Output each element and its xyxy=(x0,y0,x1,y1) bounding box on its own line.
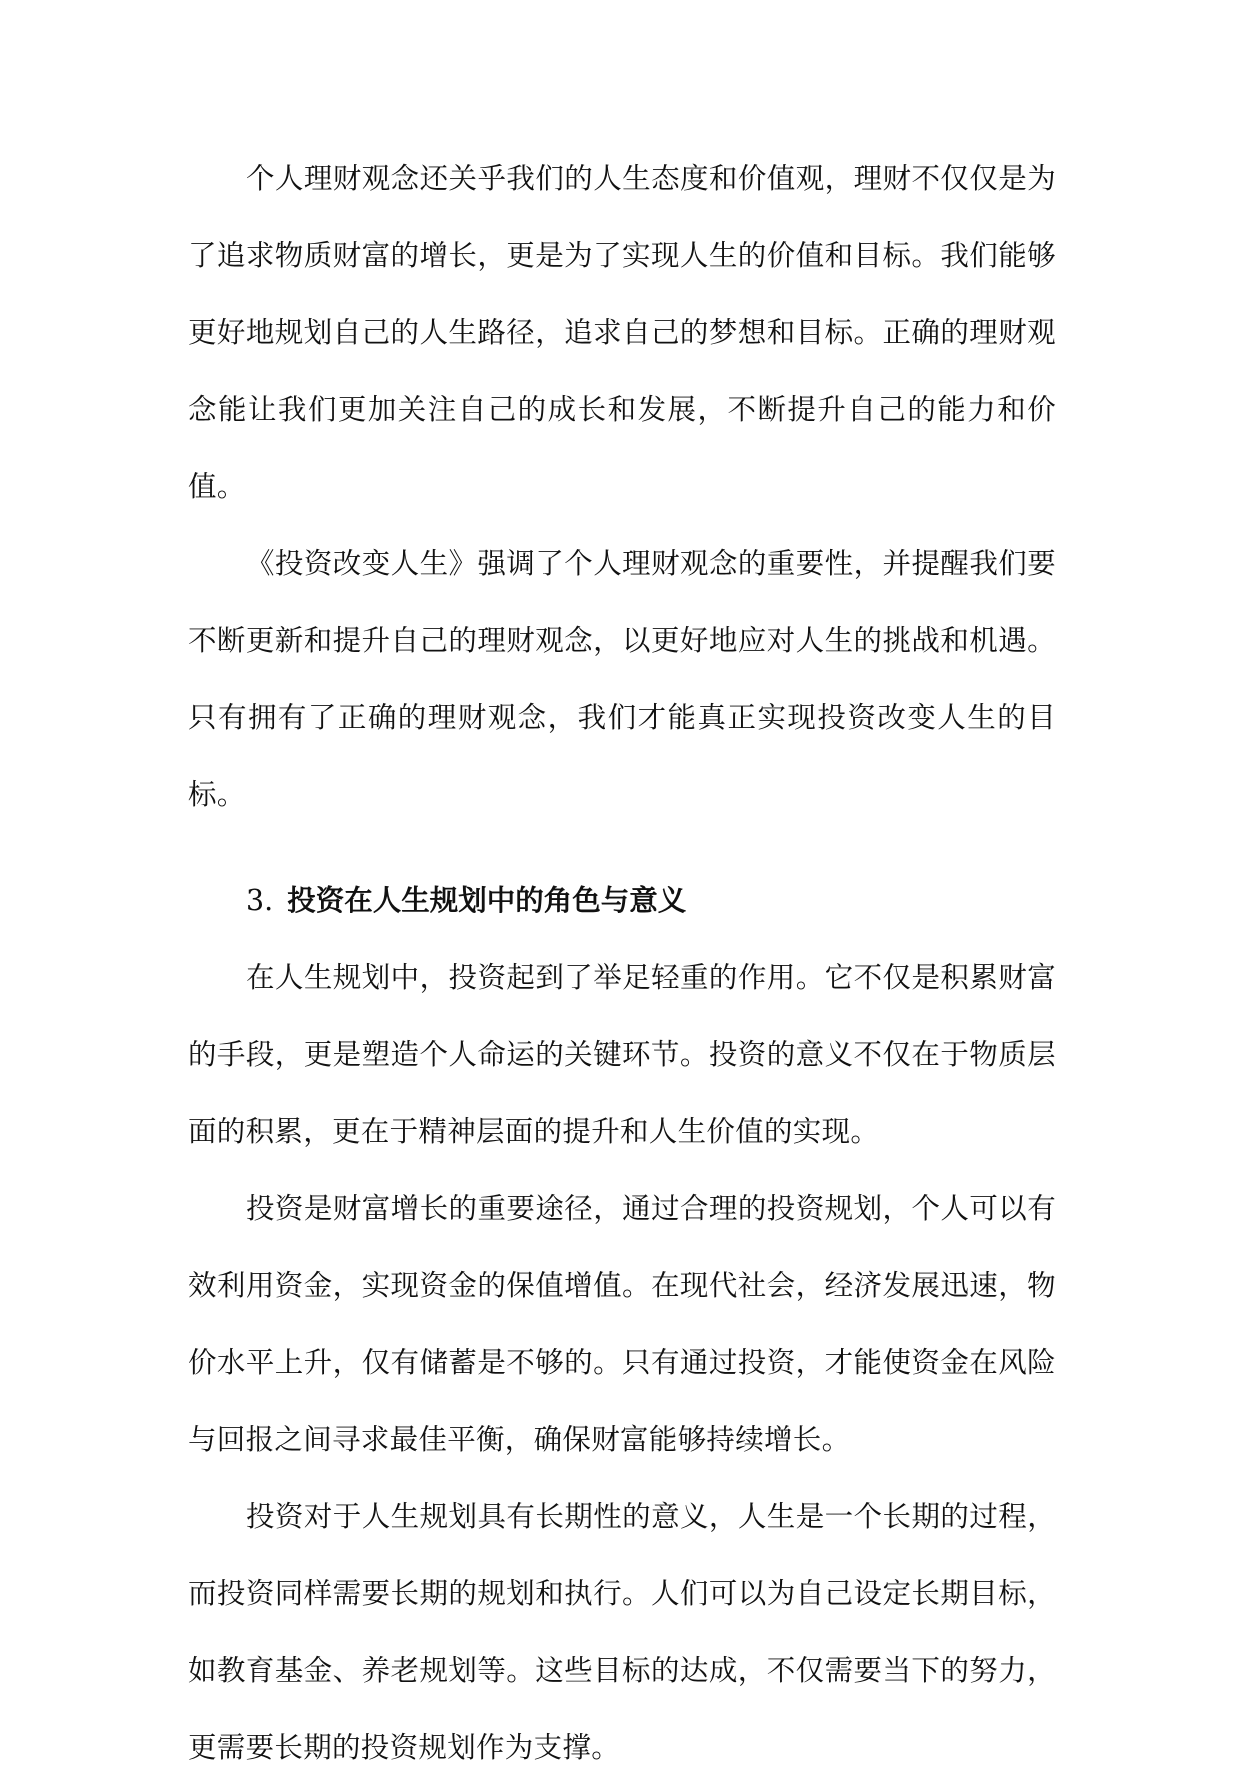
section-title: 投资在人生规划中的角色与意义 xyxy=(287,884,687,917)
paragraph-book-emphasis: 《投资改变人生》强调了个人理财观念的重要性，并提醒我们要不断更新和提升自己的理财观念，以更好地应对人生的挑战和机遇。只有拥有了正确的理财观念，我们才能真正实现投资改变人生的目标。 xyxy=(188,547,1056,811)
section-number: 3. xyxy=(246,884,274,917)
paragraph-financial-attitude: 个人理财观念还关乎我们的人生态度和价值观，理财不仅仅是为了追求物质财富的增长，更是为了实现人生的价值和目标。我们能够更好地规划自己的人生路径，追求自己的梦想和目标。正确的理财观念能让我们更加关注自己的成长和发展，不断提升自己的能力和价值。 xyxy=(188,162,1056,503)
document-page xyxy=(188,140,1056,1786)
paragraph-wealth-growth: 投资是财富增长的重要途径，通过合理的投资规划，个人可以有效利用资金，实现资金的保值增值。在现代社会，经济发展迅速，物价水平上升，仅有储蓄是不够的。只有通过投资，才能使资金在风险与回报之间寻求最佳平衡，确保财富能够持续增长。 xyxy=(188,1192,1056,1456)
paragraph-investment-role: 在人生规划中，投资起到了举足轻重的作用。它不仅是积累财富的手段，更是塑造个人命运的关键环节。投资的意义不仅在于物质层面的积累，更在于精神层面的提升和人生价值的实现。 xyxy=(188,961,1056,1148)
section-heading xyxy=(188,862,1056,939)
paragraph-long-term-planning: 投资对于人生规划具有长期性的意义，人生是一个长期的过程，而投资同样需要长期的规划和执行。人们可以为自己设定长期目标，如教育基金、养老规划等。这些目标的达成，不仅需要当下的努力，更需要长期的投资规划作为支撑。 xyxy=(188,1500,1056,1764)
